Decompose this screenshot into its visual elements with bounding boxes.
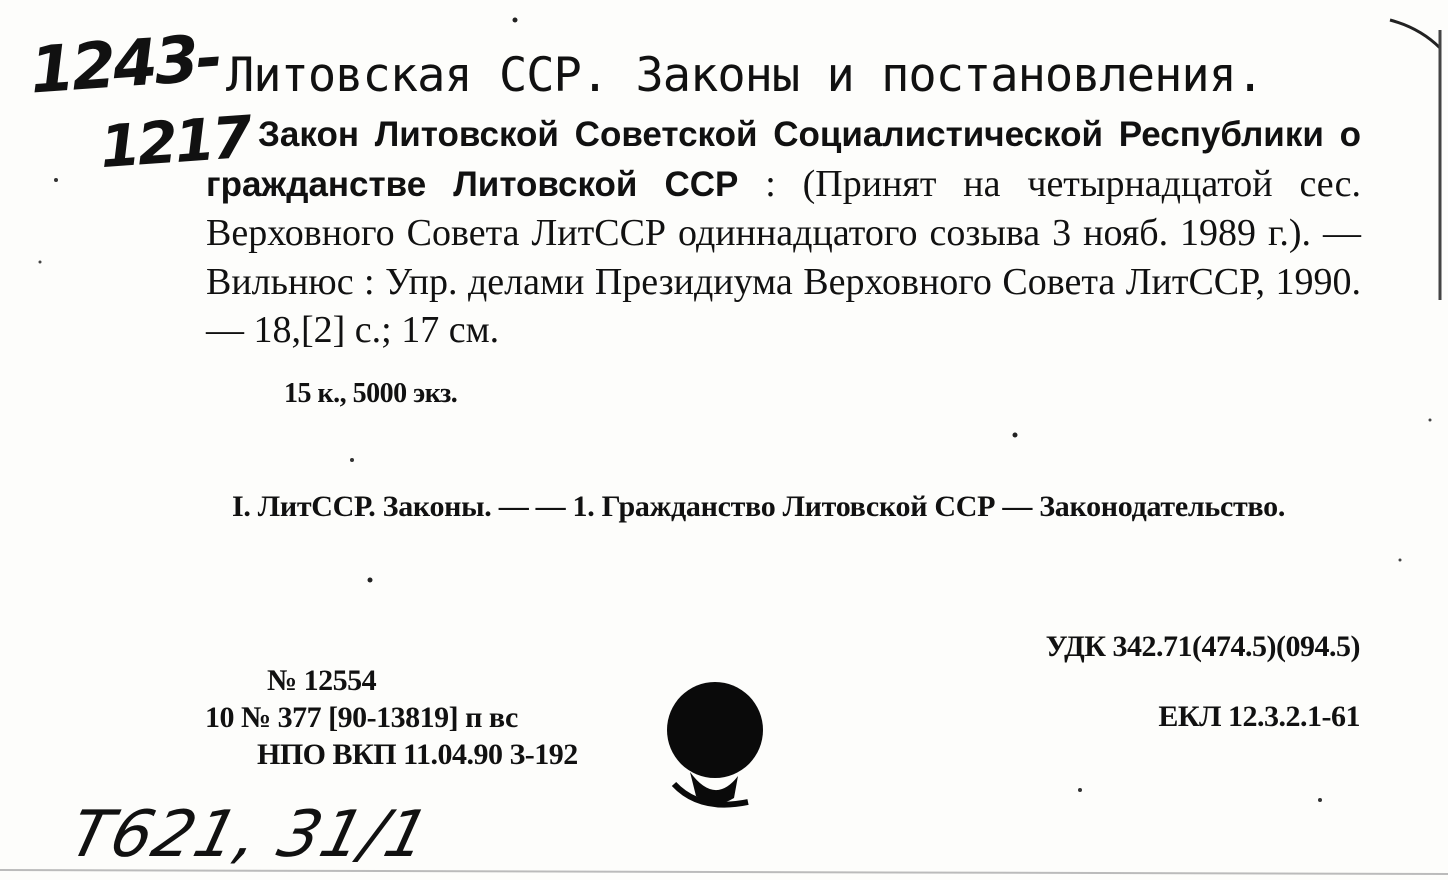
entry-heading: Литовская ССР. Законы и постановления. [226,48,1264,103]
price-and-print-run: 15 к., 5000 экз. [284,378,458,409]
entry-body [206,110,1361,355]
handwritten-number-2: 1217 [97,102,252,182]
entry-title: Закон Литовской Советской Социалистической Республики о гражданстве Литовской ССР [206,115,1361,204]
punch-hole [660,680,770,820]
handwritten-number-1: 1243- [27,21,223,109]
stock-order: 10 № 377 [90-13819] п вс [205,701,518,734]
subject-headings: I. ЛитССР. Законы. — — 1. Гражданство Литовской ССР — Законодательство. [232,490,1286,523]
entry-imprint: : (Принят на четырнадцатой сес. Верховного Совета ЛитССР одиннадцатого созыва 3 нояб. 1989 г.). — Вильнюс : Упр. делами Президиума Верховного Совета ЛитССР, 1990. — 18,[2] с.; 17 см. [206,162,1361,351]
handwritten-shelfmark: Т621, 31/1 [62,798,437,872]
stock-printer: НПО ВКП 11.04.90 З-192 [257,738,578,771]
ekl-code: ЕКЛ 12.3.2.1-61 [1158,700,1360,733]
stock-number: № 12554 [267,664,377,697]
udk-code: УДК 342.71(474.5)(094.5) [1045,630,1360,663]
stock-info [205,662,578,773]
